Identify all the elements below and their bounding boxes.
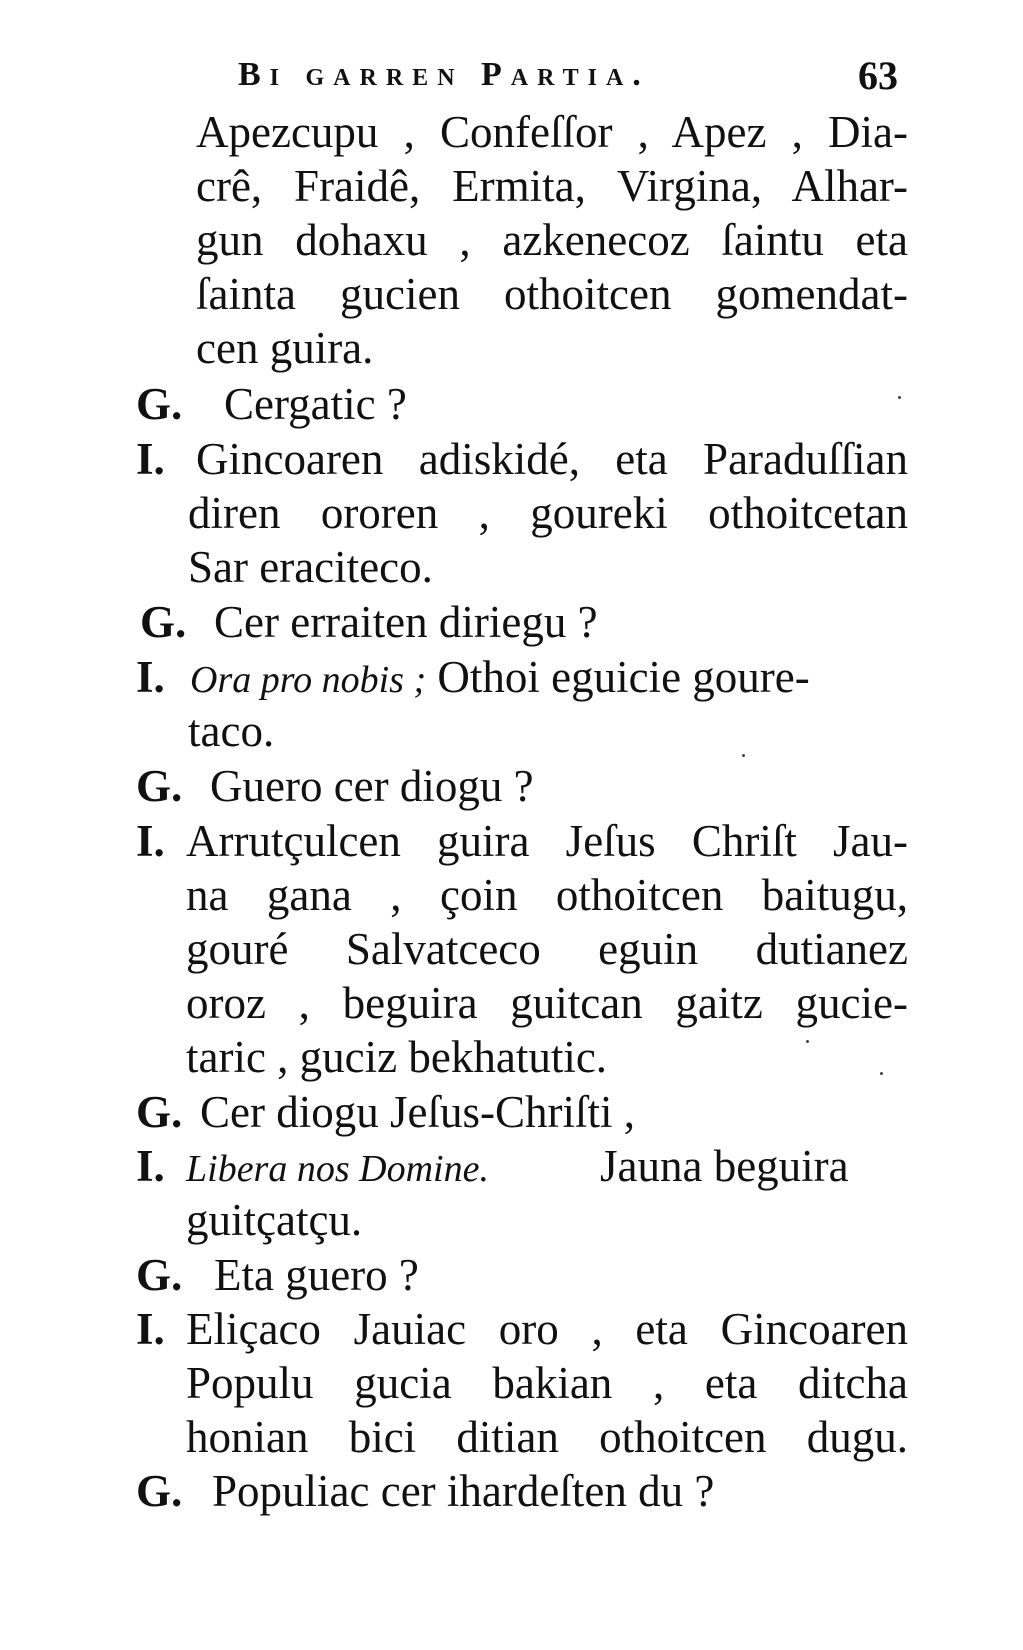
question-line: Eta guero ? [214, 1250, 419, 1300]
answer-line [190, 651, 810, 706]
answer-line [186, 1140, 489, 1195]
text-line: crê, Fraidê, Ermita, Virgina, Alhar- [196, 161, 908, 211]
answer-line: oroz , beguira guitcan gaitz gucie- [186, 978, 908, 1028]
answer-line: Jauna beguira [600, 1141, 849, 1191]
latin-phrase: Libera nos Domine. [186, 1148, 489, 1190]
speaker-label: I. [136, 652, 165, 702]
answer-line: diren ororen , goureki othoitcetan [188, 488, 908, 538]
scan-speck [898, 396, 901, 399]
scan-speck [880, 1072, 883, 1075]
page-header [238, 52, 918, 102]
question-line: Cer erraiten diriegu ? [214, 597, 598, 647]
text-line: gun dohaxu , azkenecoz ſaintu eta [196, 215, 908, 265]
speaker-label: I. [136, 816, 165, 866]
question-line: Cergatic ? [224, 379, 407, 429]
text-line: ſainta gucien othoitcen gomendat- [196, 269, 908, 319]
answer-line: Populu gucia bakian , eta ditcha [186, 1358, 908, 1408]
latin-phrase: Ora pro nobis ; [190, 659, 427, 701]
answer-line: Gincoaren adiskidé, eta Paraduſſian [196, 434, 908, 484]
scan-speck [742, 754, 745, 757]
question-line: Cer diogu Jeſus-Chriſti , [200, 1087, 635, 1137]
answer-line: gouré Salvatceco eguin dutianez [186, 924, 908, 974]
answer-line: Sar eraciteco. [188, 542, 433, 592]
speaker-label: I. [136, 1141, 165, 1191]
speaker-label: G. [136, 761, 183, 811]
answer-line: taric , guciz bekhatutic. [186, 1032, 608, 1082]
scan-speck [806, 1040, 809, 1043]
text-line: cen guira. [196, 323, 374, 373]
page-number: 63 [858, 53, 898, 98]
speaker-label: G. [136, 1087, 183, 1137]
answer-line: Eliçaco Jauiac oro , eta Gincoaren [186, 1304, 908, 1354]
speaker-label: G. [136, 1250, 183, 1300]
speaker-label: I. [136, 1304, 165, 1354]
text-line: Apezcupu , Confeſſor , Apez , Dia- [196, 107, 908, 157]
answer-line: honian bici ditian othoitcen dugu. [186, 1412, 908, 1462]
speaker-label: G. [136, 1466, 183, 1516]
answer-line: na gana , çoin othoitcen baitugu, [186, 870, 908, 920]
answer-line: guitçatçu. [186, 1195, 363, 1245]
question-line: Guero cer diogu ? [210, 761, 534, 811]
speaker-label: G. [136, 379, 183, 429]
speaker-label: G. [140, 597, 187, 647]
running-head: Bi garren Partia. [238, 56, 650, 93]
speaker-label: I. [136, 434, 165, 484]
answer-line: Arrutçulcen guira Jeſus Chriſt Jau- [186, 816, 908, 866]
answer-line: taco. [188, 706, 275, 756]
answer-text: Othoi eguicie goure- [437, 652, 810, 702]
question-line: Populiac cer ihardeſten du ? [212, 1466, 715, 1516]
